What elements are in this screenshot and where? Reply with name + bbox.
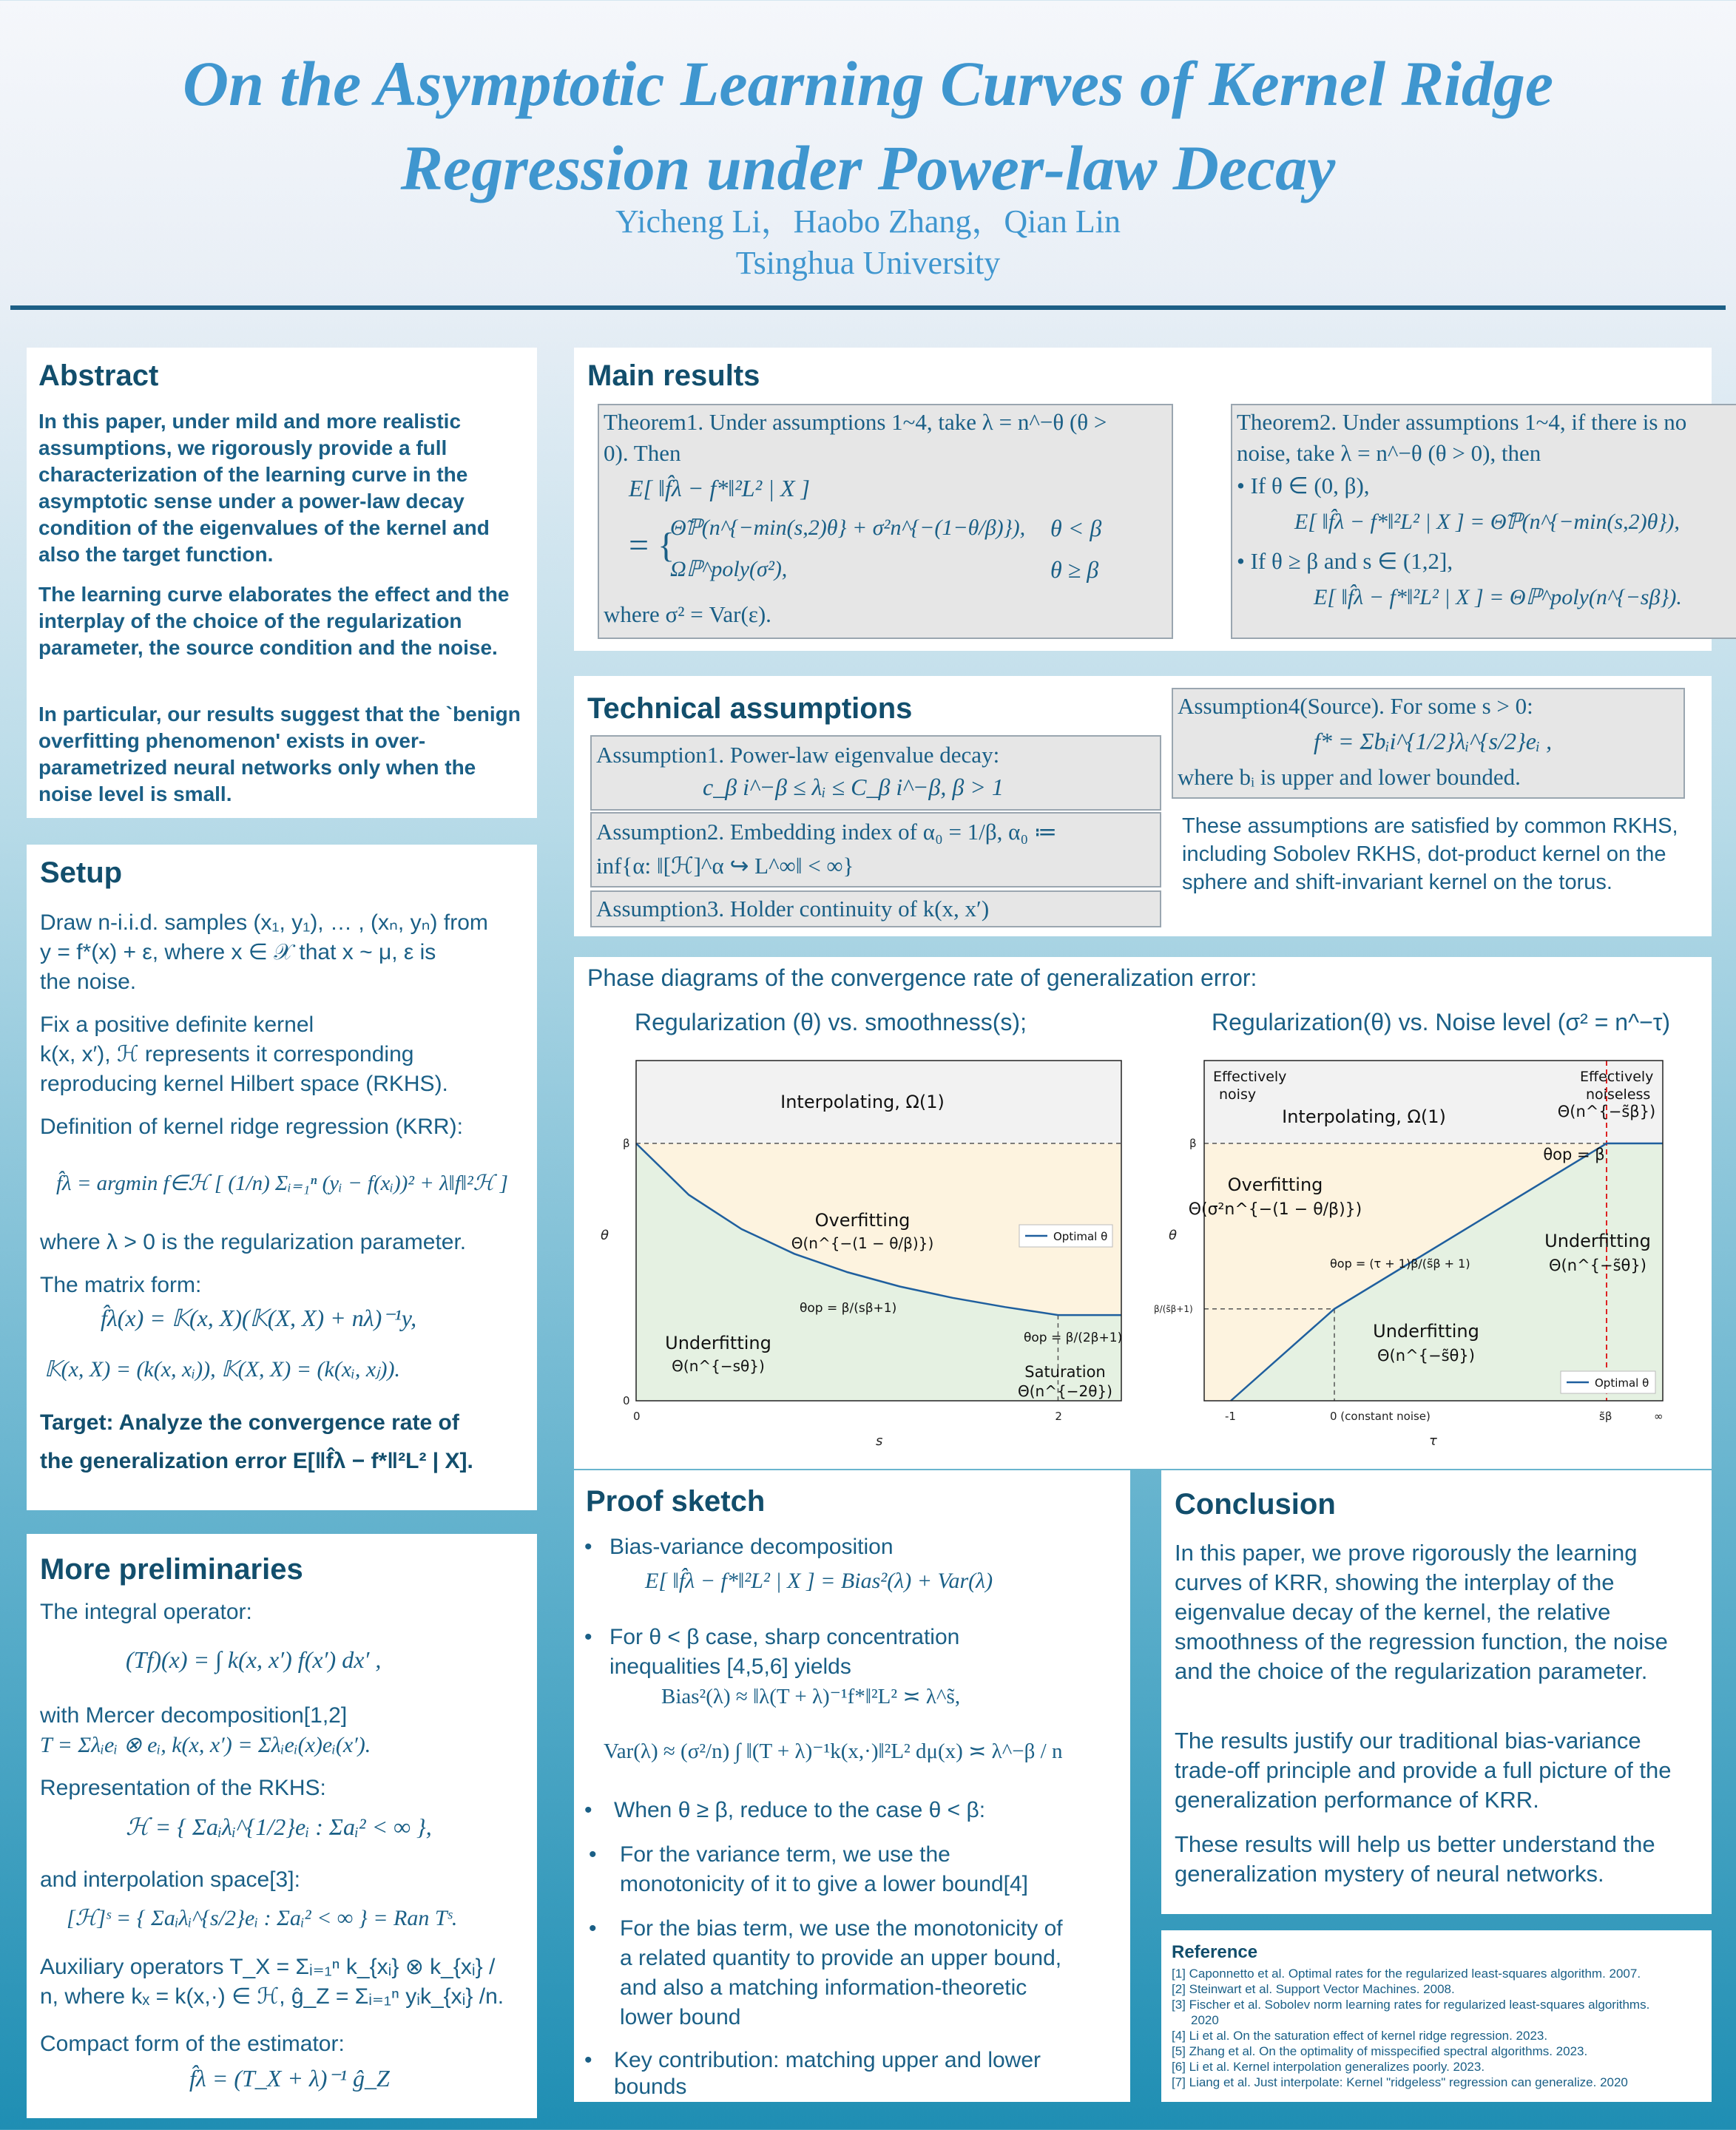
reference-item-5: [5] Zhang et al. On the optimality of misspecified spectral algorithms. 2023.: [1172, 2044, 1588, 2058]
matrix-equation-2: 𝕂(x, X) = (k(x, xᵢ)), 𝕂(X, X) = (k(xᵢ, xⱼ)).: [44, 1357, 400, 1382]
thm2-l3: • If θ ∈ (0, β),: [1237, 473, 1370, 498]
thm2-l1: Theorem2. Under assumptions 1~4, if there is no: [1237, 409, 1687, 435]
reference-item-6: [6] Li et al. Kernel interpolation generalizes poorly. 2023.: [1172, 2060, 1485, 2074]
reference-item-2: [2] Steinwart et al. Support Vector Machines. 2008.: [1172, 1982, 1455, 1996]
chart2-ylabel: θ: [1169, 1228, 1178, 1243]
setup-p1a: Draw n-i.i.d. samples (x₁, y₁), … , (xₙ, yₙ) from: [40, 910, 488, 935]
target-line-1: Target: Analyze the convergence rate of: [40, 1410, 459, 1435]
chart2-xtick-m1: -1: [1225, 1410, 1236, 1423]
proof-eq1: E[ ‖f̂λ − f*‖²L² | X ] = Bias²(λ) + Var(λ): [645, 1569, 993, 1593]
thm2-l4: E[ ‖f̂λ − f*‖²L² | X ] = Θ̃ℙ(n^{−min(s,2)θ}),: [1294, 510, 1680, 534]
setup-heading: Setup: [40, 856, 123, 889]
prelim-p3: Representation of the RKHS:: [40, 1776, 326, 1800]
assumptions-note: These assumptions are satisfied by common RKHS, including Sobolev RKHS, dot-product kernel on the sphere and shift-invariant kernel on the torus.: [1182, 814, 1678, 894]
setup-p5: The matrix form:: [40, 1273, 202, 1297]
setup-p2c: reproducing kernel Hilbert space (RKHS).: [40, 1072, 448, 1096]
proof-b2a: For θ < β case, sharp concentration: [609, 1625, 960, 1649]
title-line-1: On the Asymptotic Learning Curves of Kernel Ridge: [182, 48, 1554, 119]
setup-panel: [27, 845, 537, 1510]
proof-b4b: monotonicity of it to give a lower bound[4]: [620, 1872, 1028, 1896]
proof-bullet-dot: •: [584, 1625, 592, 1649]
reference-item-3-year: 2020: [1191, 2013, 1219, 2027]
chart2-label-noiseless1: Effectively: [1580, 1069, 1654, 1085]
chart1-xlabel: s: [876, 1433, 883, 1449]
chart2-label-interp: Interpolating, Ω(1): [1282, 1106, 1446, 1127]
chart1-label-sat-rate: Θ(n^{−2θ}): [1018, 1382, 1112, 1400]
chart1-ylabel: θ: [601, 1228, 609, 1243]
chart2-xtick-inf: ∞: [1654, 1410, 1664, 1423]
prelim-p6: Compact form of the estimator:: [40, 2032, 345, 2056]
proof-b2b: inequalities [4,5,6] yields: [609, 1654, 851, 1679]
phase-sub2: Regularization(θ) vs. Noise level (σ² = n^−τ): [1212, 1009, 1671, 1035]
phase-chart-smoothness: [574, 1046, 1136, 1469]
affiliation: Tsinghua University: [735, 245, 1001, 281]
setup-p2b: k(x, x′), ℋ represents it corresponding: [40, 1042, 414, 1066]
conclusion-p2: The results justify our traditional bias-variance trade-off principle and provide a full picture of the generalization performance of KRR.: [1175, 1728, 1672, 1813]
chart2-label-noisy2: noisy: [1219, 1086, 1257, 1103]
proof-bullet-dot: •: [584, 1798, 592, 1822]
integral-operator-eq: (Tf)(x) = ∫ k(x, x′) f(x′) dx′ ,: [126, 1646, 382, 1673]
chart2-label-over-rate: Θ(σ²n^{−(1 − θ/β)}): [1188, 1200, 1362, 1219]
chart1-xtick-0: 0: [633, 1410, 641, 1423]
reference-item-4: [4] Li et al. On the saturation effect of kernel ridge regression. 2023.: [1172, 2029, 1548, 2043]
prelim-p5a: Auxiliary operators T_X = Σᵢ₌₁ⁿ k_{xᵢ} ⊗ k_{xᵢ} /: [40, 1955, 496, 1979]
proof-panel: [574, 1470, 1130, 2102]
proof-b3: When θ ≥ β, reduce to the case θ < β:: [614, 1798, 986, 1822]
assumption4-note: where bᵢ is upper and lower bounded.: [1178, 764, 1521, 790]
chart2-xtick-0: 0 (constant noise): [1330, 1410, 1431, 1423]
abstract-heading: Abstract: [38, 359, 159, 392]
chart2-label-op-beta: θop = β: [1543, 1146, 1605, 1163]
reference-item-7: [7] Liang et al. Just interpolate: Kernel "ridgeless" regression can generalize. 2020: [1172, 2075, 1628, 2089]
conclusion-heading: Conclusion: [1175, 1488, 1336, 1521]
assumption2-box: [590, 812, 1161, 888]
assumption2-eq: inf{α: ‖[ℋ]^α ↪ L^∞‖ < ∞}: [596, 853, 854, 879]
proof-b6a: Key contribution: matching upper and lower: [614, 2048, 1041, 2072]
chart2-label-over: Overfitting: [1227, 1174, 1323, 1195]
setup-p1b: y = f*(x) + ε, where x ∈ 𝒳 that x ~ μ, ε is: [40, 940, 436, 964]
main-results-heading: Main results: [587, 359, 760, 392]
setup-p1c: the noise.: [40, 970, 137, 994]
prelim-p1: The integral operator:: [40, 1600, 252, 1624]
matrix-equation-1: f̂λ(x) = 𝕂(x, X)(𝕂(X, X) + nλ)⁻¹y,: [101, 1305, 417, 1331]
chart1-label-over-rate: Θ(n^{−(1 − θ/β)}): [791, 1234, 934, 1252]
reference-heading: Reference: [1172, 1942, 1258, 1962]
assumption3-box: [590, 890, 1161, 927]
conclusion-panel: [1161, 1470, 1712, 1914]
mercer-eq: T = Σλᵢeᵢ ⊗ eᵢ, k(x, x′) = Σλᵢeᵢ(x)eᵢ(x′).: [40, 1733, 371, 1757]
abstract-p1: In this paper, under mild and more realistic assumptions, we rigorously provide a full characterization of the learning curve in the asymptotic sense under a power-law decay condition of the eigenvalues of the kernel and also the target function.: [38, 410, 490, 566]
proof-bullet-dot: •: [589, 1842, 597, 1867]
proof-bullet-dot: •: [589, 1916, 597, 1941]
proof-heading: Proof sketch: [586, 1485, 766, 1518]
phase-panel: [574, 957, 1712, 1469]
chart2-xlabel: τ: [1429, 1433, 1437, 1449]
chart1-xtick-2: 2: [1055, 1410, 1062, 1423]
phase-sub1: Regularization (θ) vs. smoothness(s);: [635, 1009, 1027, 1035]
conclusion-p1: In this paper, we prove rigorously the learning curves of KRR, showing the interplay of the eigenvalue decay of the kernel, the relative smoothness of the regression function, the noise and the choice of the regularization parameter.: [1175, 1540, 1668, 1684]
chart1-label-under-rate: Θ(n^{−sθ}): [672, 1357, 765, 1375]
proof-eq2: Bias²(λ) ≈ ‖λ(T + λ)⁻¹f*‖²L² ≍ λ^s̃,: [661, 1685, 961, 1708]
proof-b1: Bias-variance decomposition: [609, 1535, 894, 1559]
reference-panel: [1161, 1930, 1712, 2102]
proof-b5d: lower bound: [620, 2005, 741, 2029]
prelim-p2: with Mercer decomposition[1,2]: [40, 1703, 348, 1728]
assumption4-box: [1172, 688, 1685, 799]
phase-chart-noise: [1142, 1046, 1712, 1469]
chart2-ytick-beta: β: [1189, 1137, 1197, 1150]
authors: Yicheng Li，Haobo Zhang，Qian Lin: [615, 203, 1121, 240]
assumption4-title: Assumption4(Source). For some s > 0:: [1178, 693, 1533, 719]
proof-b5c: and also a matching information-theoretic: [620, 1975, 1027, 2000]
proof-b5a: For the bias term, we use the monotonicity of: [620, 1916, 1063, 1941]
interp-space-eq: [ℋ]ˢ = { Σaᵢλᵢ^{s/2}eᵢ : Σaᵢ² < ∞ } = Ran Tˢ.: [67, 1906, 458, 1930]
proof-bullet-dot: •: [584, 1535, 592, 1559]
assumption1-title: Assumption1. Power-law eigenvalue decay:: [596, 742, 1000, 768]
chart2-ytick-theta0: β/(s̃β+1): [1154, 1303, 1193, 1314]
prelim-heading: More preliminaries: [40, 1553, 303, 1586]
assumption4-eq: f* = Σbᵢi^{1/2}λᵢ^{s/2}eᵢ ,: [1314, 728, 1553, 754]
setup-p4: where λ > 0 is the regularization parameter.: [40, 1230, 467, 1254]
setup-p3: Definition of kernel ridge regression (KRR):: [40, 1115, 463, 1139]
prelim-p4: and interpolation space[3]:: [40, 1867, 300, 1892]
theorem2-box: [1231, 404, 1736, 639]
abstract-panel: [27, 348, 537, 818]
proof-b5b: a related quantity to provide an upper bound,: [620, 1946, 1062, 1970]
thm1-l6: where σ² = Var(ε).: [604, 601, 771, 627]
chart1-legend-label: Optimal θ: [1053, 1230, 1108, 1243]
proof-bullet-dot: •: [584, 2048, 592, 2072]
chart2-label-op-mid: θop = (τ + 1)β/(s̃β + 1): [1330, 1257, 1470, 1271]
chart2-xtick-stilde: s̃β: [1599, 1410, 1612, 1423]
rkhs-eq: ℋ = { Σaᵢλᵢ^{1/2}eᵢ : Σaᵢ² < ∞ },: [126, 1813, 432, 1840]
chart1-label-over: Overfitting: [814, 1210, 911, 1231]
krr-equation: f̂λ = argmin f∈ℋ [ (1/n) Σᵢ₌₁ⁿ (yᵢ − f(xᵢ))² + λ‖f‖²ℋ ]: [56, 1172, 508, 1195]
abstract-p2: The learning curve elaborates the effect and the interplay of the choice of the regularization parameter, the source condition and the noise.: [38, 583, 510, 659]
thm2-l6: E[ ‖f̂λ − f*‖²L² | X ] = Θℙ^poly(n^{−sβ}).: [1314, 585, 1682, 609]
chart2-label-under-right: Underfitting: [1544, 1231, 1651, 1251]
tech-heading: Technical assumptions: [587, 692, 913, 725]
main-results-panel: [574, 348, 1712, 651]
thm1-l3: E[ ‖f̂λ − f*‖²L² | X ]: [629, 475, 810, 501]
reference-item-3: [3] Fischer et al. Sobolev norm learning rates for regularized least-squares algorithms.: [1172, 1998, 1650, 2012]
prelim-panel: [27, 1534, 537, 2118]
proof-b4a: For the variance term, we use the: [620, 1842, 950, 1867]
proof-eq3: Var(λ) ≈ (σ²/n) ∫ ‖(T + λ)⁻¹k(x,·)‖²L² dμ(x) ≍ λ^−β / n: [604, 1740, 1063, 1763]
chart2-label-under-center-rate: Θ(n^{−s̃θ}): [1377, 1347, 1475, 1365]
prelim-p5b: n, where kₓ = k(x,·) ∈ ℋ, ĝ_Z = Σᵢ₌₁ⁿ yᵢk_{xᵢ} /n.: [40, 1984, 504, 2009]
reference-item-1: [1] Caponnetto et al. Optimal rates for the regularized least-squares algorithm. 2007.: [1172, 1967, 1641, 1981]
chart1-label-sat: Saturation: [1024, 1363, 1106, 1381]
compact-estimator-eq: f̂λ = (T_X + λ)⁻¹ ĝ_Z: [189, 2065, 390, 2092]
chart2-label-top-rate: Θ(n^{−s̃β}): [1557, 1103, 1656, 1120]
abstract-p3: In particular, our results suggest that the `benign overfitting phenomenon' exists in over-parametrized neural networks only when the noise level is small.: [38, 703, 521, 805]
assumption2-title: Assumption2. Embedding index of α₀ = 1/β, α₀ ≔: [596, 819, 1057, 845]
chart2-label-noiseless2: noiseless: [1586, 1086, 1651, 1103]
chart2-legend-label: Optimal θ: [1595, 1376, 1649, 1390]
conclusion-p3: These results will help us better understand the generalization mystery of neural networks.: [1175, 1831, 1655, 1887]
title-line-2: Regression under Power-law Decay: [400, 132, 1336, 203]
thm1-l1: Theorem1. Under assumptions 1~4, take λ = n^−θ (θ >: [604, 409, 1107, 435]
thm1-l4: Θ̃ℙ(n^{−min(s,2)θ} + σ²n^{−(1−θ/β)}),: [670, 515, 1026, 540]
chart2-label-under-center: Underfitting: [1373, 1321, 1479, 1342]
thm2-l5: • If θ ≥ β and s ∈ (1,2],: [1237, 548, 1453, 574]
phase-heading: Phase diagrams of the convergence rate of generalization error:: [587, 964, 1257, 991]
chart1-ytick-0: 0: [623, 1394, 630, 1407]
assumption1-eq: c_β i^−β ≤ λᵢ ≤ C_β i^−β, β > 1: [703, 774, 1004, 800]
thm1-l4-cond: θ < β: [1050, 515, 1102, 541]
assumption3-text: Assumption3. Holder continuity of k(x, x′): [596, 896, 990, 922]
chart1-ytick-beta: β: [623, 1137, 630, 1150]
proof-b6b: bounds: [614, 2075, 687, 2099]
theorem1-box: [598, 404, 1173, 639]
thm1-equals-brace: = {: [629, 526, 675, 565]
assumption1-box: [590, 735, 1161, 811]
thm2-l2: noise, take λ = n^−θ (θ > 0), then: [1237, 440, 1541, 466]
chart1-label-op2: θop = β/(2β+1): [1024, 1331, 1123, 1345]
setup-p2a: Fix a positive definite kernel: [40, 1012, 314, 1037]
chart2-label-under-right-rate: Θ(n^{−s̃θ}): [1549, 1257, 1647, 1274]
header-rule: [10, 305, 1726, 310]
thm1-l2: 0). Then: [604, 440, 681, 466]
thm1-l5: Ωℙ^poly(σ²),: [670, 557, 788, 581]
thm1-l5-cond: θ ≥ β: [1050, 556, 1099, 583]
chart1-label-interp: Interpolating, Ω(1): [780, 1092, 945, 1112]
chart1-label-under: Underfitting: [665, 1333, 771, 1353]
chart2-label-noisy1: Effectively: [1213, 1069, 1287, 1085]
tech-panel: [574, 676, 1712, 936]
chart1-label-op1: θop = β/(sβ+1): [800, 1301, 897, 1316]
target-line-2: the generalization error E[‖f̂λ − f*‖²L² | X].: [40, 1449, 473, 1473]
